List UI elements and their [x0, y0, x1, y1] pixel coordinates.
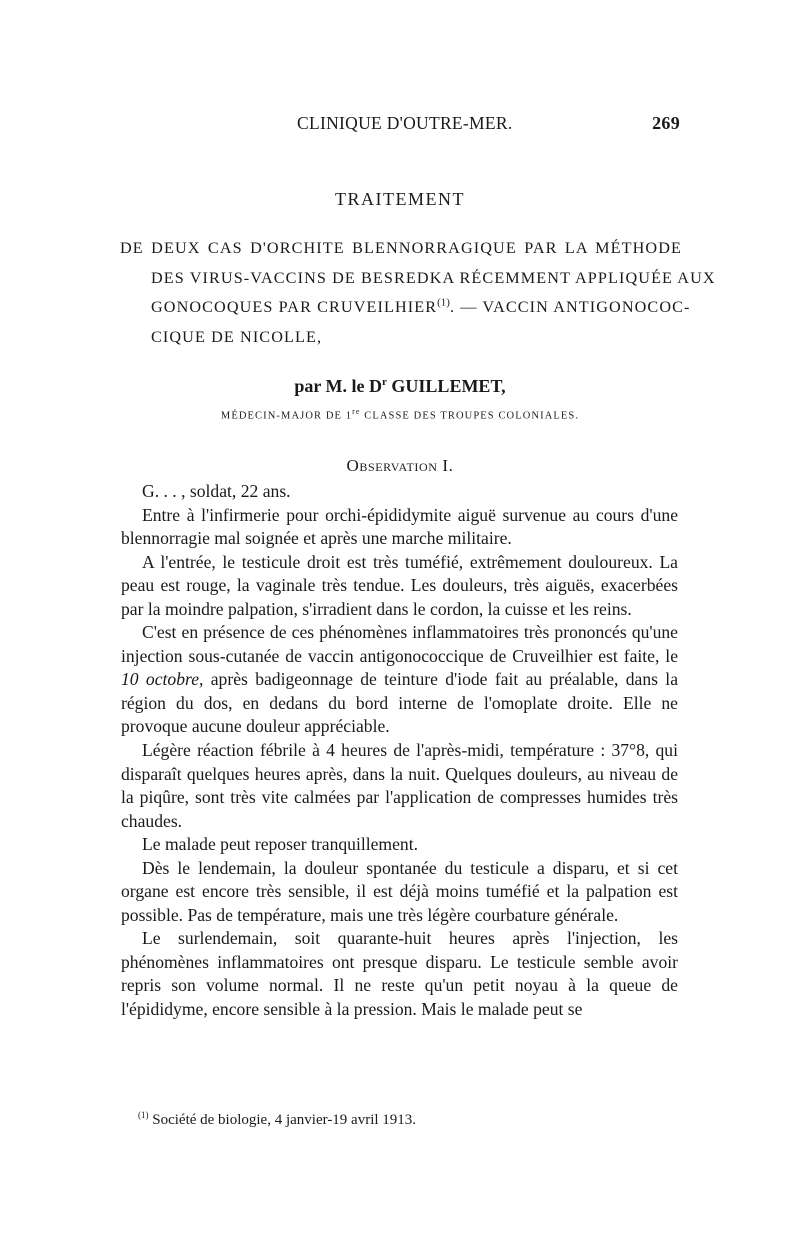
- subtitle-line-2: DES VIRUS-VACCINS DE BESREDKA RÉCEMMENT APPLIQUÉE AUX: [151, 268, 716, 287]
- observation-heading: Observation I.: [346, 456, 454, 475]
- rank-prefix: MÉDECIN-MAJOR DE 1: [220, 410, 353, 422]
- paragraph-part: après badigeonnage de teinture d'iode fait au préalable, dans la région du dos, en dedans du bord interne de l'omoplate droite. Elle ne provoque aucune douleur appréciable.: [121, 669, 679, 737]
- article-title: TRAITEMENT: [335, 189, 465, 209]
- subtitle-line-3-b: . — VACCIN ANTIGONOCOC-: [449, 298, 691, 316]
- author-name: GUILLEMET,: [386, 376, 506, 396]
- subtitle-line-3: [120, 293, 691, 323]
- paragraph: Dès le lendemain, la douleur spontanée du testicule a disparu, et si cet organe est encore très sensible, il est déjà moins tuméfié et la palpation est possible. Pas de température, mais une très légère courbature générale.: [121, 857, 678, 925]
- author-line: [120, 376, 680, 397]
- footnote-marker: (1): [138, 1110, 149, 1120]
- paragraph: G. . . , soldat, 22 ans.: [142, 481, 291, 501]
- author-prefix: par M. le D: [294, 376, 383, 396]
- footnote-text: Société de biologie, 4 janvier-19 avril 1913.: [148, 1112, 417, 1128]
- paragraph: Entre à l'infirmerie pour orchi-épididymite aiguë survenue au cours d'une blennorragie mal soignée et après une marche militaire.: [121, 504, 678, 549]
- rank-sup: re: [352, 407, 361, 416]
- date-italic: 10 octobre,: [121, 669, 204, 690]
- paragraph: [121, 621, 678, 739]
- subtitle-line-3-a: GONOCOQUES PAR CRUVEILHIER: [151, 298, 438, 316]
- paragraph: Le malade peut reposer tranquillement.: [142, 834, 419, 855]
- subtitle-line-1: DE DEUX CAS D'ORCHITE BLENNORRAGIQUE PAR LA MÉTHODE: [120, 239, 682, 257]
- paragraph-part: C'est en présence de ces phénomènes inflammatoires très prononcés qu'une injection sous-cutanée de vaccin antigonococcique de Cruveilhier est faite, le: [121, 622, 678, 666]
- author-sup: r: [382, 376, 387, 388]
- footnote-ref: (1): [437, 296, 450, 309]
- article-subtitle: [120, 234, 716, 352]
- observation-body: [121, 480, 678, 1022]
- author-rank: [120, 407, 680, 422]
- paragraph: Le surlendemain, soit quarante-huit heures après l'injection, les phénomènes inflammatoires ont presque disparu. Le testicule semble avoir repris son volume normal. Il ne reste qu'un petit noyau à la queue de l'épididyme, encore sensible à la pression. Mais le malade peut se: [121, 928, 678, 1020]
- footnote: [138, 1110, 678, 1129]
- subtitle-line-4: CIQUE DE NICOLLE,: [151, 327, 323, 346]
- running-head-title: CLINIQUE D'OUTRE-MER.: [297, 113, 513, 133]
- paragraph: A l'entrée, le testicule droit est très tuméfié, extrêmement douloureux. La peau est rouge, la vaginale très tendue. Les douleurs, très aiguës, exacerbées par la moindre palpation, s'irradient dans le cordon, la cuisse et les reins.: [121, 551, 678, 619]
- paragraph: Légère réaction fébrile à 4 heures de l'après-midi, température : 37°8, qui disparaît quelques heures après, dans la nuit. Quelques douleurs, au niveau de la piqûre, sont très vite calmées par l'application de compresses humides très chaudes.: [121, 740, 678, 831]
- page-number: 269: [652, 113, 680, 133]
- rank-suffix: CLASSE DES TROUPES COLONIALES.: [360, 410, 580, 422]
